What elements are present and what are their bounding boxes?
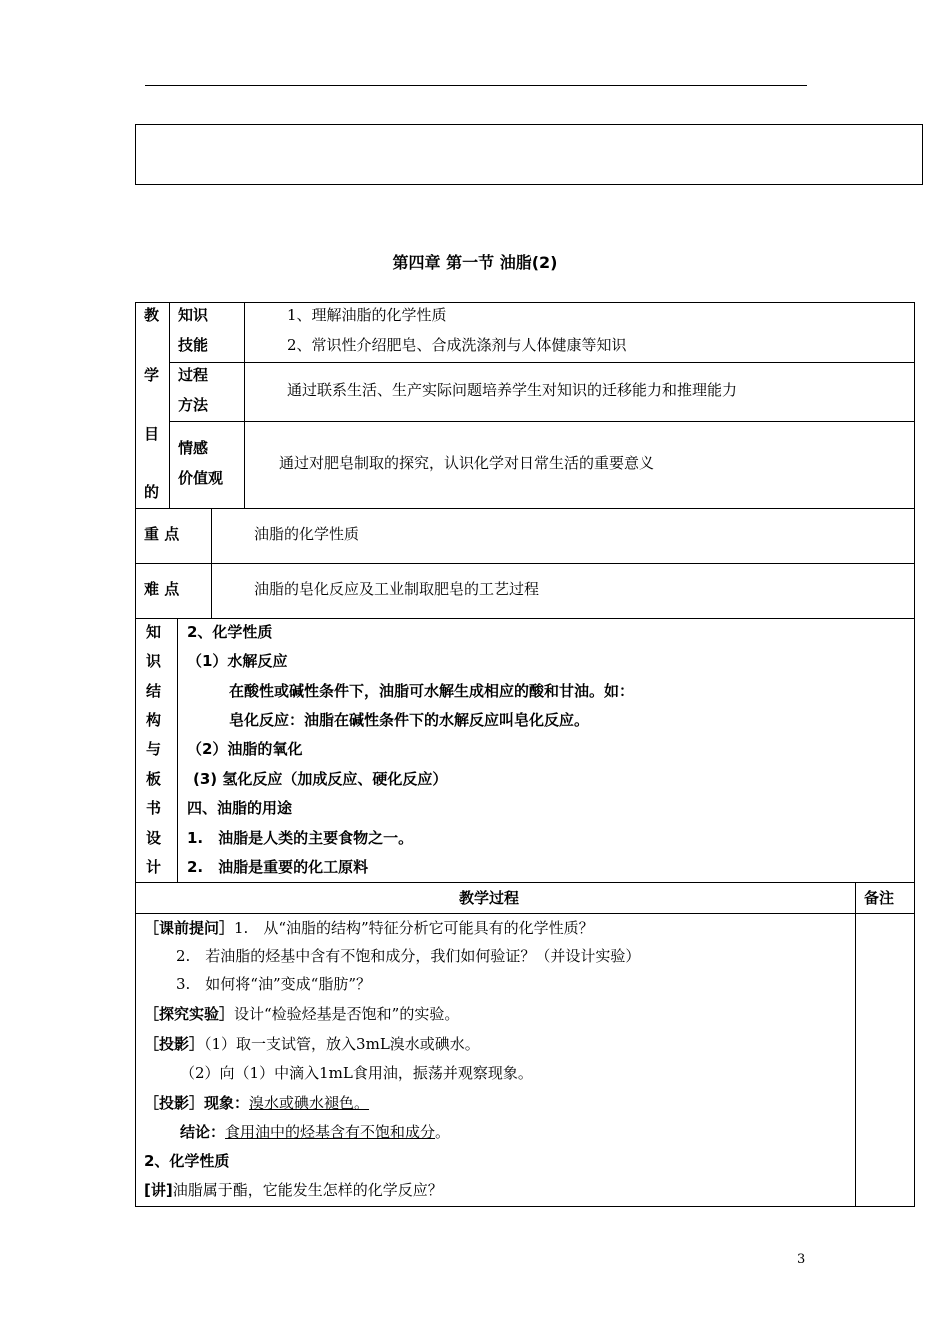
process-line-6: （2）向（1）中滴入1mL食用油，振荡并观察现象。 <box>180 1064 533 1082</box>
page-title: 第四章 第一节 油脂(2) <box>392 253 558 272</box>
objectives-side-2: 学 <box>144 366 160 384</box>
process-tag: 结论： <box>180 1123 226 1141</box>
process-line-3: 3. 如何将“油”变成“脂肪”？ <box>176 975 371 993</box>
process-line-7: ［投影］现象：溴水或碘水褪色。 <box>144 1094 370 1112</box>
board-side-1: 知 <box>146 623 162 641</box>
knowledge-label-1: 知识 <box>178 306 209 324</box>
process-line-5: ［投影］（1）取一支试管，放入3mL溴水或碘水。 <box>144 1035 480 1053</box>
process-line-1: ［课前提问］1. 从“油脂的结构”特征分析它可能具有的化学性质？ <box>144 919 594 937</box>
process-label-2: 方法 <box>178 396 209 414</box>
remark-header: 备注 <box>864 889 895 907</box>
header-box <box>135 124 923 185</box>
process-tag: ［投影］现象： <box>144 1094 250 1112</box>
board-side-6: 板 <box>146 770 162 788</box>
knowledge-line-1: 1、理解油脂的化学性质 <box>287 306 447 324</box>
process-tag: [讲] <box>144 1181 173 1199</box>
board-line: 2、化学性质 <box>187 623 273 641</box>
knowledge-line-2: 2、常识性介绍肥皂、合成洗涤剂与人体健康等知识 <box>287 336 627 354</box>
board-side-3: 结 <box>146 682 162 700</box>
emotion-objective-text: 通过对肥皂制取的探究，认识化学对日常生活的重要意义 <box>279 454 655 472</box>
process-tag: ［投影］ <box>144 1035 205 1053</box>
process-line-4: ［探究实验］设计“检验烃基是否饱和”的实验。 <box>144 1005 460 1023</box>
knowledge-label-2: 技能 <box>178 336 209 354</box>
key-point-text: 油脂的化学性质 <box>254 525 360 543</box>
board-side-7: 书 <box>146 799 162 817</box>
board-line: 在酸性或碱性条件下，油脂可水解生成相应的酸和甘油。如： <box>229 682 635 700</box>
process-objective-text: 通过联系生活、生产实际问题培养学生对知识的迁移能力和推理能力 <box>287 381 738 399</box>
board-line: （1）水解反应 <box>187 652 288 670</box>
objectives-side-4: 的 <box>144 483 160 501</box>
key-point-label: 重 点 <box>144 525 180 543</box>
board-side-4: 构 <box>146 711 162 729</box>
board-line: 2. 油脂是重要的化工原料 <box>187 858 369 876</box>
process-tag: ［探究实验］ <box>144 1005 235 1023</box>
board-side-5: 与 <box>146 740 162 758</box>
process-line-2: 2. 若油脂的烃基中含有不饱和成分，我们如何验证？（并设计实验） <box>176 947 641 965</box>
difficult-point-label: 难 点 <box>144 580 180 598</box>
emotion-label-1: 情感 <box>178 439 209 457</box>
difficult-point-text: 油脂的皂化反应及工业制取肥皂的工艺过程 <box>254 580 540 598</box>
process-line-8: 结论：食用油中的烃基含有不饱和成分。 <box>180 1123 451 1141</box>
emotion-label-2: 价值观 <box>178 469 224 487</box>
objectives-side-1: 教 <box>144 306 160 324</box>
header-rule <box>145 85 807 86</box>
process-label-1: 过程 <box>178 366 209 384</box>
process-line-10: [讲]油脂属于酯，它能发生怎样的化学反应？ <box>144 1181 443 1199</box>
board-side-8: 设 <box>146 829 162 847</box>
board-line: 1. 油脂是人类的主要食物之一。 <box>187 829 414 847</box>
process-line-9: 2、化学性质 <box>144 1152 230 1170</box>
board-side-2: 识 <box>146 652 162 670</box>
process-header: 教学过程 <box>459 889 520 907</box>
board-side-9: 计 <box>146 858 162 876</box>
board-line: （2）油脂的氧化 <box>187 740 303 758</box>
page-number: 3 <box>797 1252 806 1267</box>
board-line: (3) 氢化反应（加成反应、硬化反应） <box>193 770 448 788</box>
board-line: 皂化反应：油脂在碱性条件下的水解反应叫皂化反应。 <box>229 711 590 729</box>
board-line: 四、油脂的用途 <box>187 799 293 817</box>
objectives-side-3: 目 <box>144 425 160 443</box>
process-tag: ［课前提问］ <box>144 919 235 937</box>
